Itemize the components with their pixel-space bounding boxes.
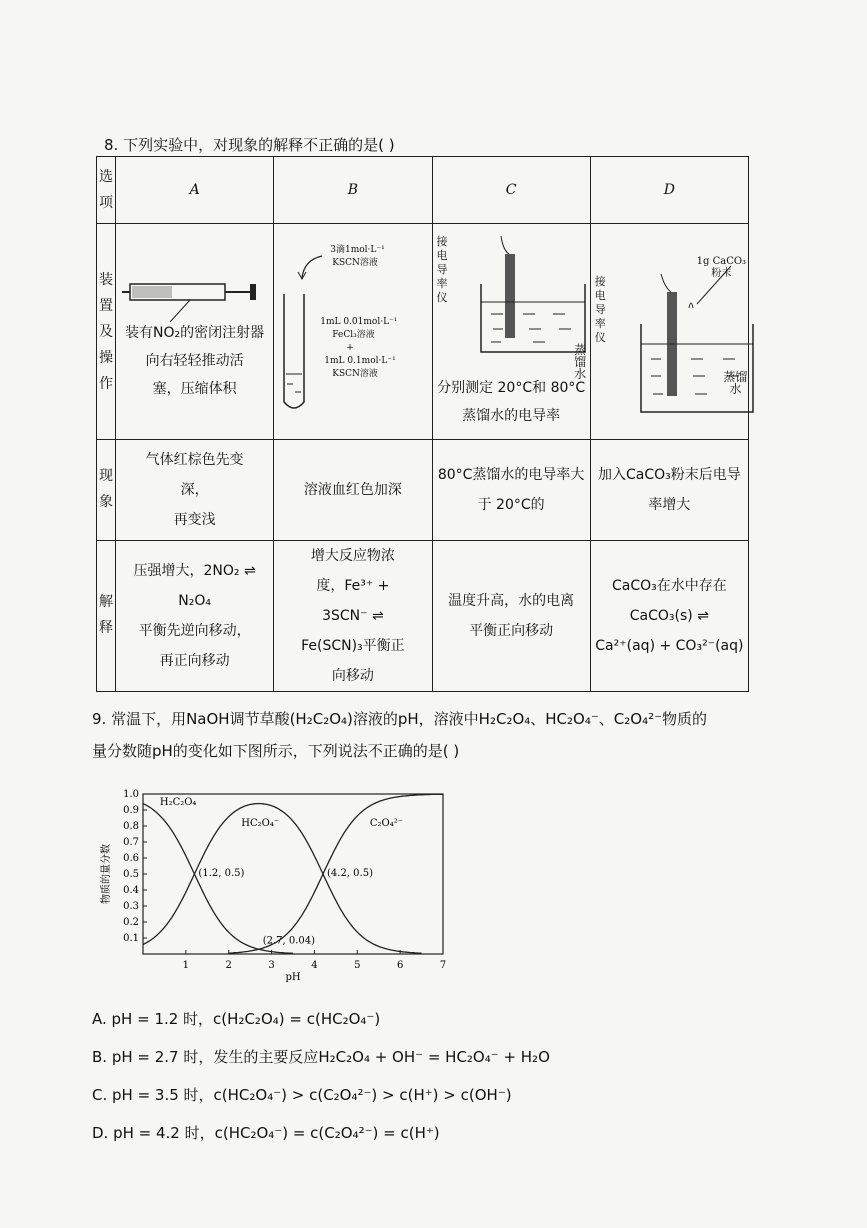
reagent-label-3: 1mL 0.01mol·L⁻¹ [320, 317, 398, 327]
row-header-phenomenon [97, 440, 116, 541]
explanation-a-line2: N₂O₄ [178, 593, 211, 609]
powder-label-d: 1g CaCO₃粉末 [696, 256, 747, 279]
row-header-option [97, 157, 116, 224]
y-tick-label: 0.6 [123, 853, 139, 864]
explanation-b-line3: 3SCN⁻ ⇌ [322, 608, 384, 624]
explanation-d [590, 541, 748, 692]
apparatus-c [432, 224, 590, 440]
apparatus-b [274, 224, 432, 440]
y-tick-label: 0.3 [123, 901, 139, 912]
x-tick-label: 3 [268, 960, 275, 971]
phenomenon-d [590, 440, 748, 541]
reagent-label-2: KSCN溶液 [332, 258, 378, 268]
y-tick-label: 0.8 [123, 821, 139, 832]
x-tick-label: 7 [439, 960, 447, 971]
apparatus-a-line2: 向右轻轻推动活 [145, 353, 244, 369]
y-tick-label: 0.1 [123, 933, 139, 944]
question-9-stem-line2: 量分数随pH的变化如下图所示，下列说法不正确的是( ) [92, 742, 460, 760]
meter-label-d3: 导 [594, 303, 606, 316]
reagent-label-6: 1mL 0.1mol·L⁻¹ [324, 356, 396, 366]
phenomenon-b-line1: 溶液血红色加深 [303, 482, 402, 498]
explanation-a-line4: 再正向移动 [159, 653, 230, 669]
explanation-d-line1: CaCO₃在水中存在 [611, 578, 727, 594]
explanation-b-line4: Fe(SCN)₃平衡正 [301, 638, 405, 654]
row-header-option-text: 选项 [99, 169, 113, 211]
apparatus-d [590, 224, 748, 440]
y-tick-label: 0.4 [123, 885, 139, 896]
series-label-3: C₂O₄²⁻ [369, 818, 404, 829]
explanation-d-line3: Ca²⁺(aq) + CO₃²⁻(aq) [595, 638, 744, 654]
annotation-label: (1.2, 0.5) [198, 868, 245, 879]
annotation-label: (4.2, 0.5) [327, 868, 373, 879]
experiment-table [96, 156, 749, 692]
y-tick-label: 0.2 [123, 917, 139, 928]
x-tick-label: 6 [396, 960, 404, 971]
apparatus-c-line1: 分别测定 20°C和 80°C [437, 380, 586, 396]
series-label-2: HC₂O₄⁻ [241, 818, 280, 829]
x-axis-label: pH [285, 972, 301, 983]
reagent-label-4: FeCl₃溶液 [332, 330, 375, 340]
row-header-apparatus-text: 装置及操作 [99, 271, 113, 392]
mole-fraction-chart [95, 780, 465, 990]
series-label-1: H₂C₂O₄ [159, 797, 197, 809]
y-tick-label: 0.9 [123, 805, 139, 816]
column-header-a: A [116, 157, 274, 224]
x-tick-label: 4 [311, 960, 318, 971]
question-9-stem [92, 703, 772, 767]
phenomenon-a-line1: 气体红棕色先变 [145, 452, 244, 468]
question-8-stem: 8. 下列实验中，对现象的解释不正确的是( ) [104, 136, 395, 154]
phenomenon-d-line2: 率增大 [648, 497, 691, 513]
apparatus-a-line3: 塞，压缩体积 [152, 381, 237, 397]
option-b[interactable]: B. pH = 2.7 时，发生的主要反应H₂C₂O₄ + OH⁻ = HC₂O₄⁻ + H₂O [92, 1048, 550, 1066]
option-d[interactable]: D. pH = 4.2 时，c(HC₂O₄⁻) = c(C₂O₄²⁻) = c(H⁺) [92, 1124, 440, 1142]
explanation-b [274, 541, 432, 692]
syringe-diagram [120, 264, 260, 324]
row-header-explanation-text: 解释 [99, 594, 113, 636]
phenomenon-b [274, 440, 432, 541]
x-tick-label: 2 [225, 960, 232, 971]
x-tick-label: 5 [354, 960, 361, 971]
meter-label-c3: 导 [436, 263, 448, 276]
reagent-label-5: + [346, 343, 354, 353]
phenomenon-a-line3: 再变浅 [173, 512, 216, 528]
phenomenon-c [432, 440, 590, 541]
apparatus-c-line2: 蒸馏水的电导率 [462, 408, 561, 424]
meter-label-c1: 接 [436, 235, 448, 248]
explanation-a [116, 541, 274, 692]
meter-label-d1: 接 [594, 275, 606, 288]
explanation-a-line3: 平衡先逆向移动， [138, 623, 251, 639]
explanation-c-line1: 温度升高，水的电离 [448, 593, 575, 609]
explanation-d-line2: CaCO₃(s) ⇌ [629, 608, 709, 624]
explanation-a-line1: 压强增大，2NO₂ ⇌ [133, 563, 256, 579]
meter-label-d2: 电 [594, 289, 606, 302]
explanation-b-line1: 增大反应物浓 [310, 548, 395, 564]
phenomenon-a-line2: 深， [180, 482, 209, 498]
meter-label-d5: 仪 [594, 331, 606, 344]
question-9-stem-line1: 9. 常温下，用NaOH调节草酸(H₂C₂O₄)溶液的pH，溶液中H₂C₂O₄、HC₂O₄⁻、C₂O₄²⁻物质的 [92, 710, 708, 728]
row-header-apparatus [97, 224, 116, 440]
water-label-c: 蒸馏水 [574, 343, 587, 381]
dropper-arrow-icon [296, 252, 326, 282]
meter-label-c2: 电 [436, 249, 448, 262]
y-tick-label: 0.5 [123, 869, 139, 880]
meter-label-c5: 仪 [436, 291, 448, 304]
reagent-label-1: 3滴1mol·L⁻¹ [330, 245, 385, 255]
y-tick-label: 0.7 [123, 837, 139, 848]
annotation-label: (2.7, 0.04) [262, 935, 316, 947]
row-header-explanation [97, 541, 116, 692]
row-header-phenomenon-text: 现象 [99, 468, 113, 510]
reagent-label-7: KSCN溶液 [332, 369, 378, 379]
x-tick-label: 1 [182, 960, 190, 971]
explanation-b-line5: 向移动 [331, 668, 374, 684]
y-tick-label: 1.0 [123, 789, 139, 800]
apparatus-a-line1: 装有NO₂的密闭注射器 [125, 325, 265, 341]
phenomenon-c-line2: 于 20°C的 [477, 497, 545, 513]
water-label-d: 蒸馏水 [723, 370, 748, 396]
column-header-c: C [432, 157, 590, 224]
column-header-b: B [274, 157, 432, 224]
apparatus-a [116, 224, 274, 440]
explanation-b-line2: 度，Fe³⁺ + [316, 578, 390, 594]
beaker-diagram [473, 234, 593, 359]
phenomenon-c-line1: 80°C蒸馏水的电导率大 [437, 467, 585, 483]
explanation-c-line2: 平衡正向移动 [469, 623, 554, 639]
meter-label-d4: 率 [594, 317, 606, 330]
test-tube-diagram [278, 284, 318, 424]
explanation-c [432, 541, 590, 692]
meter-label-c4: 率 [436, 277, 448, 290]
option-a[interactable]: A. pH = 1.2 时，c(H₂C₂O₄) = c(HC₂O₄⁻) [92, 1010, 381, 1028]
column-header-d: D [590, 157, 748, 224]
y-axis-label: 物质的量分数 [101, 844, 112, 904]
phenomenon-d-line1: 加入CaCO₃粉末后电导 [597, 467, 741, 483]
phenomenon-a [116, 440, 274, 541]
option-c[interactable]: C. pH = 3.5 时，c(HC₂O₄⁻) > c(C₂O₄²⁻) > c(H⁺) > c(OH⁻) [92, 1086, 512, 1104]
